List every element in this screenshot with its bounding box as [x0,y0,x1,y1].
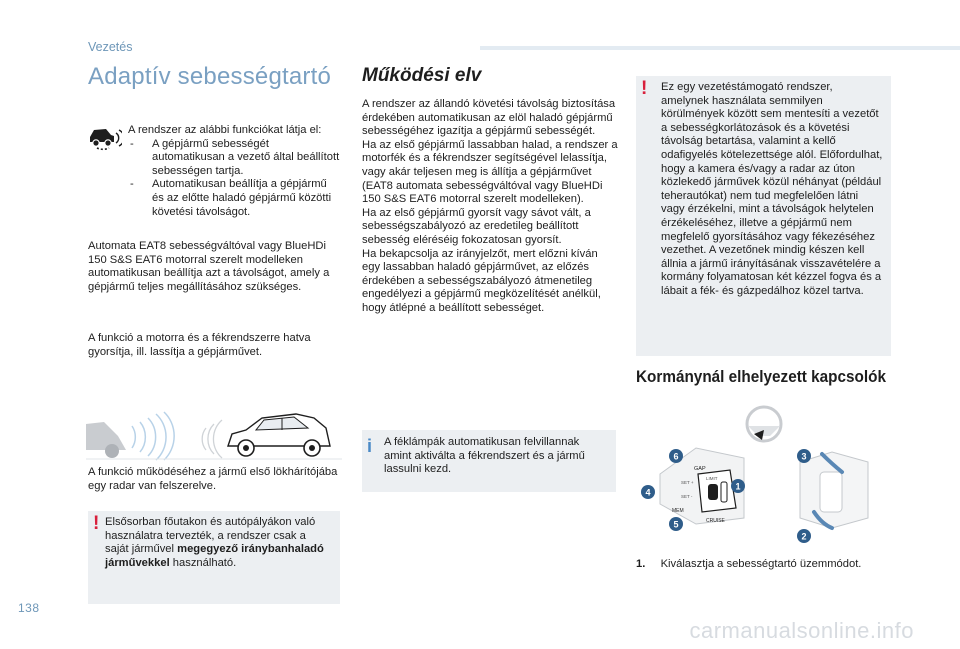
callout-6: 6 [673,451,679,462]
watermark: carmanualsonline.info [689,618,914,643]
radar-car-illustration [86,406,342,462]
adaptive-cruise-icon [88,125,122,151]
function-paragraph: A funkció a motorra és a fékrendszerre hatva gyorsítja, ill. lassítja a gépjárművet. [88,332,311,358]
info-icon: i [367,436,373,456]
list-item: - Automatikusan beállítja a gépjármű és az előtte haladó gépjármű közötti követési távolságot. [128,178,340,219]
callout-4: 4 [645,487,651,498]
info-box-brake-lights [362,430,616,492]
callout-5: 5 [673,519,679,530]
warning-text: Ez egy vezetéstámogató rendszer, amelynek használata semmilyen körülmények között sem mentesíti a vezetőt a sebességkorlátozások és a követési távolság betartása, valamint a kellő odafigyelés kötelezettsége alól. Előfordulhat, hogy a kamera és/vagy a radar az úton közlekedő járművek közül néhányat (például teherautókat) nem tud megfelelően látni vagy érzékelni, mint a távolságok helytelen érzékeléséhez, illetve a gépjármű nem megfelelő gyorsításához vagy fékezéséhez vezethet. A vezetőnek mindig készen kell állnia a jármű irányításának visszavételére a kormány folyamatosan két kézzel fogva és a lábait a fék- és gázpedálhoz közel tartva. [661,81,883,297]
intro-block [128,124,340,219]
lever-label-mem: MEM [672,508,684,514]
list-item: - A gépjármű sebességét automatikusan a vezető által beállított sebességen tartja. [128,138,340,179]
function-list [128,138,340,220]
warning-text: Elsősorban főutakon és autópályákon való használatra tervezték, a rendszer csak a saját járművel megegyező iránybanhaladó járművekkel használható. [105,516,324,569]
header-rule [480,46,960,50]
section-title-principle: Működési elv [362,65,482,86]
warning-icon: ! [641,78,648,99]
callout-2: 2 [801,531,807,542]
warning-box-highways [88,511,340,604]
page-number: 138 [18,601,40,615]
steering-controls-diagram [636,400,892,550]
radar-caption: A funkció működéséhez a jármű első lökhárítójába egy radar van felszerelve. [88,466,338,492]
callout-3: 3 [801,451,807,462]
step-1 [636,558,892,572]
lever-label-gap: GAP [694,466,706,472]
intro-text: A rendszer az alábbi funkciókat látja el: [128,124,322,136]
eat8-paragraph: Automata EAT8 sebességváltóval vagy BlueHDi 150 S&S EAT6 motorral szerelt modelleken automatikusan beállítja azt a távolságot, amely a gépjármű teljes megállításához szükséges. [88,240,330,293]
lever-label-set-plus: SET + [681,480,694,485]
callout-1: 1 [735,481,741,492]
lever-label-set-minus: SET - [681,494,693,499]
step-number: 1. [636,558,646,570]
step-text: Kiválasztja a sebességtartó üzemmódot. [660,558,862,570]
principle-body: A rendszer az állandó követési távolság biztosítása érdekében automatikusan az elöl haladó gépjármű sebességéhez igazítja a gépjármű sebességét. Ha az első gépjármű lassabban halad, a rendszer a motorfék és a fékrendszer segítségével lelassítja, vagy akár teljesen meg is állítja a gépjárművet (EAT8 automata sebességváltóval vagy BlueHDi 150 S&S EAT6 motorral szerelt modelleken). Ha az első gépjármű gyorsít vagy sávot vált, a sebességszabályozó az eredetileg beállított sebesség eléréséig fokozatosan gyorsít. Ha bekapcsolja az irányjelzőt, mert előzni kíván egy lassabban haladó gépjárművet, az előzés érdekében a sebességszabályozó átmenetileg engedélyezi a gépjármű megközelítését anélkül, hogy átlépné a beállított sebességet. [362,98,618,314]
section-header: Vezetés [88,40,133,54]
warning-icon: ! [93,513,100,534]
warning-box-driver-assist [636,76,891,356]
lever-label-cruise: CRUISE [706,518,725,524]
lever-label-limit: LIMIT [706,476,718,481]
page-title: Adaptív sebességtartó [88,63,332,90]
section-title-controls: Kormánynál elhelyezett kapcsolók [636,367,887,386]
info-text: A féklámpák automatikusan felvillannak amint aktiválta a fékrendszert és a jármű lassulni kezd. [384,436,585,476]
warning-emphasis: megegyező iránybanhaladó járművekkel [105,543,324,569]
